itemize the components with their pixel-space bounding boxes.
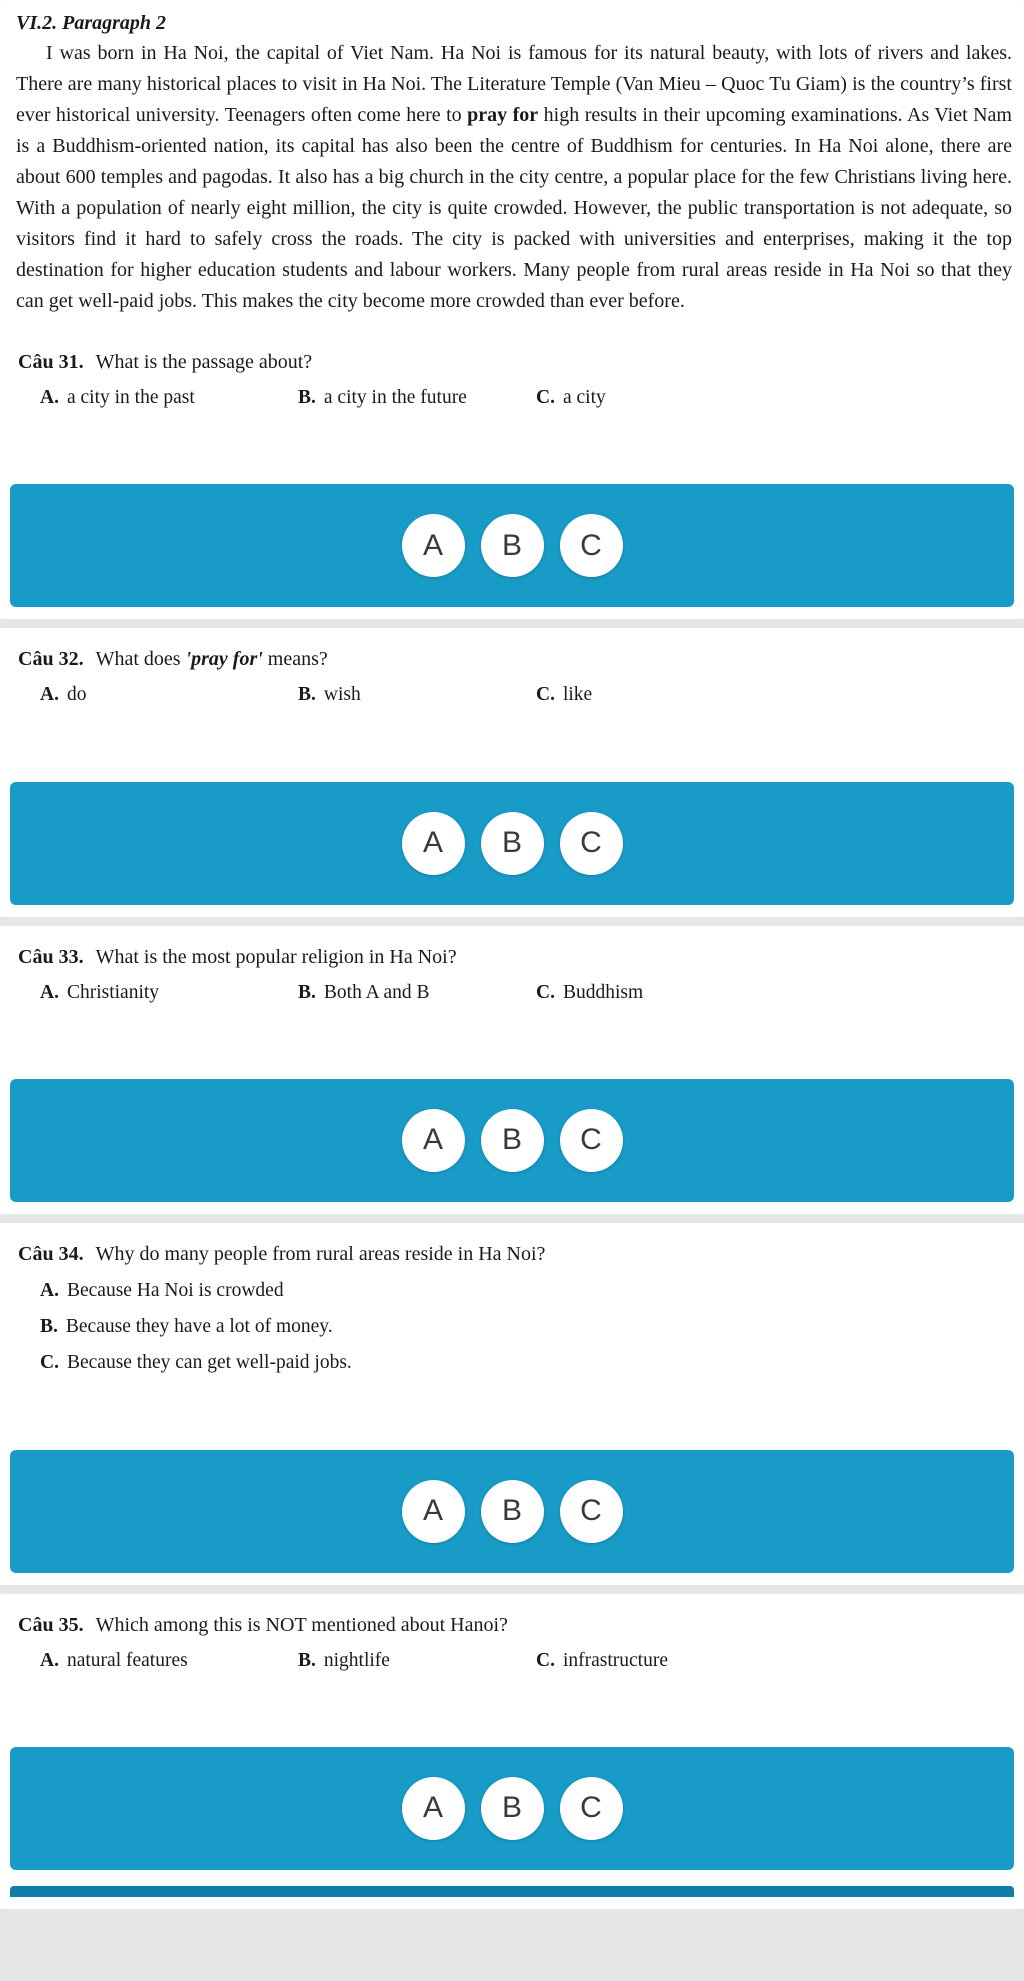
option-label: B.: [298, 1649, 316, 1671]
question-text-segment: What does: [95, 648, 186, 671]
option-c: [10, 1348, 1014, 1377]
option-text: Both A and B: [323, 981, 430, 1003]
question-number: Câu 33.: [18, 945, 84, 968]
option-b: [298, 1646, 536, 1675]
option-text: natural features: [66, 1649, 188, 1671]
question-line: [10, 1239, 1014, 1269]
answer-button-c[interactable]: C: [560, 514, 623, 577]
option-label: C.: [40, 1352, 59, 1374]
option-b: [298, 978, 536, 1007]
question-text-segment: Why do many people from rural areas reside in Ha Noi?: [95, 1242, 546, 1265]
answer-bar-35: [10, 1747, 1014, 1870]
question-text-segment: What is the most popular religion in Ha Noi?: [95, 945, 457, 968]
option-text: Christianity: [66, 981, 160, 1003]
answer-button-c[interactable]: C: [560, 1777, 623, 1840]
question-35: [10, 1610, 1014, 1675]
option-b: [10, 1312, 1014, 1341]
option-label: A.: [40, 981, 59, 1003]
question-number: Câu 35.: [18, 1613, 84, 1636]
option-c: [536, 1646, 1014, 1675]
option-text: Because they have a lot of money.: [65, 1316, 333, 1337]
question-32: [10, 644, 1014, 709]
passage-segment: high results in their upcoming examinations. As Viet Nam is a Buddhism-oriented nation, its capital has also been the centre of Buddhism for centuries. In Ha Noi alone, there are about 600 temples and pagodas. It also has a big church in the city centre, a popular place for the few Christians living here. With a population of nearly eight million, the city is quite crowded. However, the public transportation is not adequate, so visitors find it hard to safely cross the roads. The city is packed with universities and enterprises, making it the top destination for higher education students and labour workers. Many people from rural areas reside in Ha Noi so that they can get well-paid jobs. This makes the city become more crowded than ever before.: [16, 104, 1012, 312]
option-a: [40, 680, 298, 709]
question-text-segment: means?: [262, 648, 328, 671]
answer-bar-33: [10, 1079, 1014, 1202]
option-label: C.: [536, 1649, 555, 1671]
answer-button-b[interactable]: B: [481, 1480, 544, 1543]
option-text: nightlife: [323, 1649, 390, 1671]
option-c: [536, 680, 1014, 709]
option-label: B.: [298, 684, 316, 706]
option-b: [298, 680, 536, 709]
options: [10, 1276, 1014, 1378]
question-text: [96, 946, 457, 968]
options: [10, 383, 1014, 412]
answer-button-c[interactable]: C: [560, 812, 623, 875]
option-text: do: [66, 684, 87, 706]
options: [10, 680, 1014, 709]
question-text: [96, 1243, 546, 1265]
option-text: Buddhism: [562, 981, 644, 1003]
question-card-32: [0, 628, 1024, 916]
option-c: [536, 383, 1014, 412]
option-label: A.: [40, 684, 59, 706]
question-text-emphasis: 'pray for': [185, 648, 263, 671]
answer-button-b[interactable]: B: [481, 1109, 544, 1172]
option-text: a city: [562, 387, 606, 408]
passage-title: VI.2. Paragraph 2: [16, 12, 167, 34]
option-label: A.: [40, 1279, 59, 1301]
question-line: [10, 347, 1014, 377]
question-card-34: [0, 1223, 1024, 1585]
option-label: C.: [536, 684, 555, 706]
reading-passage: [10, 8, 1014, 317]
answer-button-a[interactable]: A: [402, 1480, 465, 1543]
options: [10, 978, 1014, 1007]
question-34: [10, 1239, 1014, 1378]
option-label: B.: [40, 1316, 58, 1337]
option-a: [40, 383, 298, 412]
option-b: [298, 383, 536, 412]
option-a: [10, 1276, 1014, 1305]
option-text: like: [562, 684, 593, 706]
passage-card: [0, 0, 1024, 619]
option-a: [40, 1646, 298, 1675]
next-section-edge: [10, 1886, 1014, 1897]
question-card-35: [0, 1594, 1024, 1909]
answer-button-b[interactable]: B: [481, 812, 544, 875]
question-line: [10, 1610, 1014, 1640]
question-text: [96, 1614, 508, 1636]
answer-button-b[interactable]: B: [481, 1777, 544, 1840]
answer-button-c[interactable]: C: [560, 1109, 623, 1172]
question-line: [10, 942, 1014, 972]
answer-button-a[interactable]: A: [402, 1109, 465, 1172]
answer-button-c[interactable]: C: [560, 1480, 623, 1543]
answer-button-b[interactable]: B: [481, 514, 544, 577]
question-line: [10, 644, 1014, 674]
option-a: [40, 978, 298, 1007]
option-label: B.: [298, 981, 316, 1003]
option-label: A.: [40, 387, 59, 408]
question-number: Câu 34.: [18, 1242, 84, 1265]
question-33: [10, 942, 1014, 1007]
question-text-segment: Which among this is NOT mentioned about Hanoi?: [95, 1613, 508, 1636]
passage-bold-phrase: pray for: [467, 104, 539, 126]
passage-segment: I was born in Ha Noi, the capital of Viet Nam. Ha Noi is famous for its natural beauty, with lots of rivers and lakes. There are many historical places to visit in Ha Noi. The Literature Temple (Van Mieu – Quoc Tu Giam) is the country’s first ever historical university. Teenagers often come here to: [16, 42, 1012, 126]
answer-button-a[interactable]: A: [402, 1777, 465, 1840]
passage-text: [10, 38, 1014, 317]
option-label: C.: [536, 387, 555, 408]
question-card-33: [0, 926, 1024, 1214]
question-text: [96, 351, 313, 373]
answer-bar-32: [10, 782, 1014, 905]
option-label: B.: [298, 387, 316, 408]
options: [10, 1646, 1014, 1675]
option-text: Because they can get well-paid jobs.: [66, 1352, 352, 1374]
option-c: [536, 978, 1014, 1007]
option-text: infrastructure: [562, 1649, 669, 1671]
answer-bar-31: [10, 484, 1014, 607]
option-text: a city in the past: [66, 387, 195, 408]
question-text: [96, 648, 328, 670]
question-text-segment: What is the passage about?: [95, 351, 313, 373]
question-number: Câu 31.: [18, 351, 84, 373]
question-number: Câu 32.: [18, 648, 84, 671]
option-text: wish: [323, 684, 361, 706]
option-text: a city in the future: [323, 387, 467, 408]
question-31: [10, 347, 1014, 412]
answer-button-a[interactable]: A: [402, 514, 465, 577]
answer-bar-34: [10, 1450, 1014, 1573]
option-text: Because Ha Noi is crowded: [66, 1279, 284, 1301]
answer-button-a[interactable]: A: [402, 812, 465, 875]
option-label: A.: [40, 1649, 59, 1671]
option-label: C.: [536, 981, 555, 1003]
